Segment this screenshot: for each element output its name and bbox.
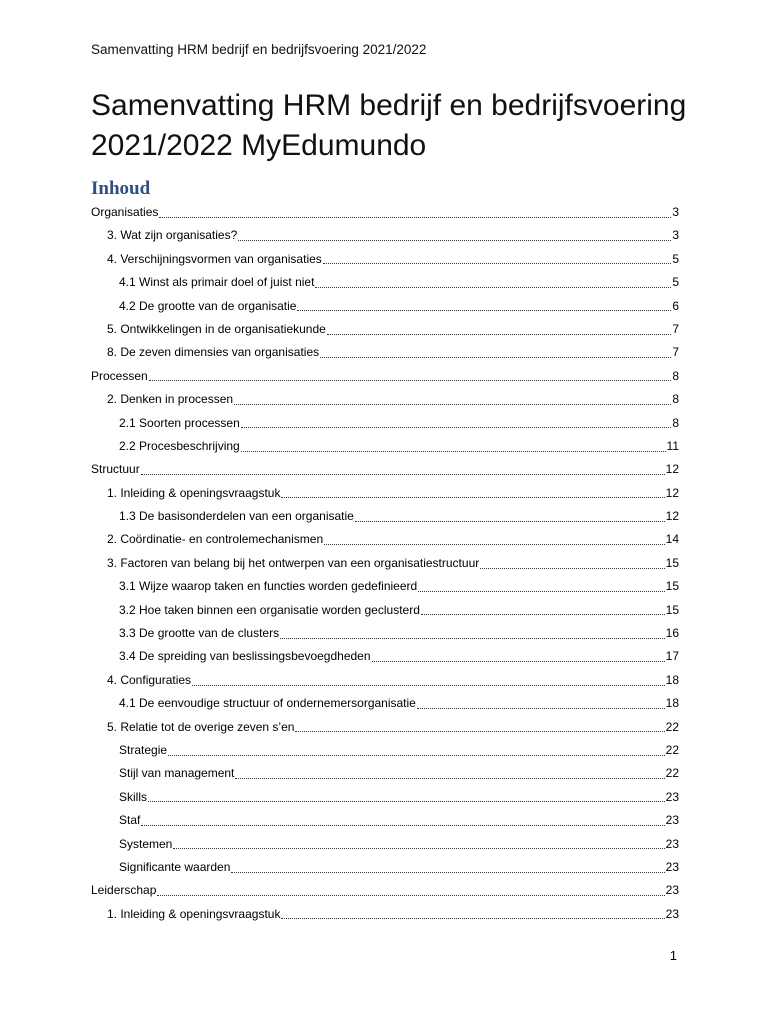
toc-leader-dots bbox=[235, 778, 664, 779]
toc-entry-page[interactable]: 22 bbox=[665, 719, 679, 734]
toc-heading: Inhoud bbox=[91, 178, 151, 199]
toc-entry-page[interactable]: 8 bbox=[672, 368, 679, 383]
toc-entry-title[interactable]: 2. Coördinatie- en controlemechanismen bbox=[107, 532, 324, 547]
toc-entry-title[interactable]: 3.1 Wijze waarop taken en functies worden gedefinieerd bbox=[119, 579, 418, 594]
toc-entry[interactable] bbox=[91, 458, 679, 481]
toc-entry-page[interactable]: 15 bbox=[665, 602, 679, 617]
toc-entry-title[interactable]: 4. Verschijningsvormen van organisaties bbox=[107, 251, 322, 266]
toc-entry-page[interactable]: 12 bbox=[665, 462, 679, 477]
toc-entry-title[interactable]: 4.2 De grootte van de organisatie bbox=[119, 298, 297, 313]
toc-leader-dots bbox=[173, 848, 664, 849]
toc-entry-page[interactable]: 18 bbox=[665, 696, 679, 711]
toc-entry-page[interactable]: 16 bbox=[665, 626, 679, 641]
toc-entry-title[interactable]: 4. Configuraties bbox=[107, 672, 192, 687]
toc-entry-page[interactable]: 3 bbox=[672, 205, 679, 219]
toc-entry[interactable] bbox=[91, 435, 679, 458]
toc-entry-title[interactable]: 2.1 Soorten processen bbox=[119, 415, 240, 430]
page-number: 1 bbox=[669, 948, 677, 963]
toc-entry-page[interactable]: 6 bbox=[672, 298, 679, 313]
toc-entry-title[interactable]: 5. Relatie tot de overige zeven s’en bbox=[107, 719, 295, 734]
toc-leader-dots bbox=[234, 404, 671, 405]
toc-leader-dots bbox=[323, 263, 672, 264]
toc-entry-title[interactable]: Processen bbox=[91, 368, 148, 383]
toc-entry-title[interactable]: 8. De zeven dimensies van organisaties bbox=[107, 345, 320, 360]
toc-entry-page[interactable]: 14 bbox=[665, 532, 679, 547]
toc-entry-title[interactable]: 2. Denken in processen bbox=[107, 392, 234, 407]
toc-entry-page[interactable]: 23 bbox=[665, 836, 679, 851]
toc-entry-page[interactable]: 23 bbox=[665, 859, 679, 874]
toc-entry-title[interactable]: Stijl van management bbox=[119, 766, 235, 781]
toc-leader-dots bbox=[159, 217, 671, 218]
toc-leader-dots bbox=[231, 872, 664, 873]
toc-entry[interactable] bbox=[91, 365, 679, 388]
toc-leader-dots bbox=[320, 357, 671, 358]
toc-leader-dots bbox=[421, 614, 665, 615]
toc-entry[interactable] bbox=[91, 318, 679, 341]
toc-entry[interactable] bbox=[91, 762, 679, 785]
toc-entry-title[interactable]: 3. Factoren van belang bij het ontwerpen van een organisatiestructuur bbox=[107, 555, 480, 570]
toc-entry-page[interactable]: 5 bbox=[672, 251, 679, 266]
toc-entry[interactable] bbox=[91, 575, 679, 598]
toc-entry[interactable] bbox=[91, 412, 679, 435]
toc-entry-title[interactable]: Systemen bbox=[119, 836, 173, 851]
toc-entry[interactable] bbox=[91, 856, 679, 879]
toc-entry-page[interactable]: 18 bbox=[665, 672, 679, 687]
toc-entry-page[interactable]: 15 bbox=[665, 555, 679, 570]
toc-leader-dots bbox=[480, 568, 664, 569]
toc-entry[interactable] bbox=[91, 248, 679, 271]
toc-leader-dots bbox=[280, 638, 665, 639]
toc-entry-page[interactable]: 17 bbox=[665, 649, 679, 664]
toc-leader-dots bbox=[157, 895, 664, 896]
toc-leader-dots bbox=[315, 287, 671, 288]
toc-entry[interactable] bbox=[91, 224, 679, 247]
toc-leader-dots bbox=[241, 427, 672, 428]
toc-entry-title[interactable]: 1. Inleiding & openingsvraagstuk bbox=[107, 485, 281, 500]
toc-leader-dots bbox=[372, 661, 665, 662]
toc-entry-title[interactable]: Strategie bbox=[119, 742, 168, 757]
toc-entry-title[interactable]: 4.1 Winst als primair doel of juist niet bbox=[119, 275, 315, 290]
toc-entry[interactable] bbox=[91, 388, 679, 411]
toc-leader-dots bbox=[168, 755, 665, 756]
toc-entry[interactable] bbox=[91, 786, 679, 809]
toc-leader-dots bbox=[327, 334, 672, 335]
toc-entry-page[interactable]: 7 bbox=[672, 345, 679, 360]
toc-entry-title[interactable]: Significante waarden bbox=[119, 859, 231, 874]
toc-entry-title[interactable]: Leiderschap bbox=[91, 883, 157, 898]
toc-leader-dots bbox=[297, 310, 671, 311]
toc-leader-dots bbox=[417, 708, 665, 709]
toc-leader-dots bbox=[295, 731, 664, 732]
toc-entry-title[interactable]: Organisaties bbox=[91, 205, 159, 219]
toc-entry-page[interactable]: 23 bbox=[665, 883, 679, 898]
toc-entry-page[interactable]: 22 bbox=[665, 742, 679, 757]
toc-entry-page[interactable]: 22 bbox=[665, 766, 679, 781]
toc-entry-page[interactable]: 12 bbox=[665, 509, 679, 524]
toc-entry-title[interactable]: 4.1 De eenvoudige structuur of ondernemersorganisatie bbox=[119, 696, 416, 711]
toc-entry-title[interactable]: 5. Ontwikkelingen in de organisatiekunde bbox=[107, 321, 326, 336]
toc-entry[interactable] bbox=[91, 622, 679, 645]
toc-entry[interactable] bbox=[91, 692, 679, 715]
toc-leader-dots bbox=[148, 801, 665, 802]
toc-entry-title[interactable]: 2.2 Procesbeschrijving bbox=[119, 438, 240, 453]
toc-entry-title[interactable]: 1.3 De basisonderdelen van een organisatie bbox=[119, 509, 354, 524]
toc-entry-page[interactable]: 3 bbox=[672, 228, 679, 243]
toc-entry[interactable] bbox=[91, 552, 679, 575]
toc-entry[interactable] bbox=[91, 295, 679, 318]
toc-entry[interactable] bbox=[91, 739, 679, 762]
toc-entry-page[interactable]: 23 bbox=[665, 906, 679, 921]
toc-leader-dots bbox=[281, 497, 664, 498]
toc-entry-page[interactable]: 7 bbox=[672, 321, 679, 336]
toc-leader-dots bbox=[281, 918, 664, 919]
toc-entry-page[interactable]: 8 bbox=[672, 392, 679, 407]
toc-entry[interactable] bbox=[91, 809, 679, 832]
toc-entry[interactable] bbox=[91, 716, 679, 739]
toc-leader-dots bbox=[238, 240, 671, 241]
toc-entry[interactable] bbox=[91, 482, 679, 505]
toc-entry[interactable] bbox=[91, 505, 679, 528]
toc-entry[interactable] bbox=[91, 833, 679, 856]
toc-entry-title[interactable]: 3.4 De spreiding van beslissingsbevoegdheden bbox=[119, 649, 371, 664]
toc-entry[interactable] bbox=[91, 669, 679, 692]
toc-entry-title[interactable]: 3.3 De grootte van de clusters bbox=[119, 626, 280, 641]
toc-entry-page[interactable]: 12 bbox=[665, 485, 679, 500]
toc-entry[interactable] bbox=[91, 528, 679, 551]
toc-leader-dots bbox=[192, 685, 665, 686]
toc-entry[interactable] bbox=[91, 879, 679, 902]
toc-entry[interactable] bbox=[91, 645, 679, 668]
toc-entry-page[interactable]: 23 bbox=[665, 789, 679, 804]
toc-entry[interactable] bbox=[91, 201, 679, 224]
toc-entry-title[interactable]: 3. Wat zijn organisaties? bbox=[107, 228, 238, 243]
toc-entry-title[interactable]: Skills bbox=[119, 789, 148, 804]
toc-entry[interactable] bbox=[91, 599, 679, 622]
toc-entry-page[interactable]: 15 bbox=[665, 579, 679, 594]
toc-leader-dots bbox=[418, 591, 664, 592]
toc-entry-page[interactable]: 8 bbox=[672, 415, 679, 430]
toc-leader-dots bbox=[324, 544, 665, 545]
toc-leader-dots bbox=[141, 474, 665, 475]
running-header: Samenvatting HRM bedrijf en bedrijfsvoering 2021/2022 bbox=[91, 42, 427, 57]
toc-entry-title[interactable]: 3.2 Hoe taken binnen een organisatie worden geclusterd bbox=[119, 602, 420, 617]
table-of-contents bbox=[91, 201, 679, 926]
toc-leader-dots bbox=[241, 451, 666, 452]
toc-entry[interactable] bbox=[91, 341, 679, 364]
toc-entry-page[interactable]: 23 bbox=[665, 813, 679, 828]
document-title: Samenvatting HRM bedrijf en bedrijfsvoering 2021/2022 MyEdumundo bbox=[91, 89, 687, 162]
toc-leader-dots bbox=[355, 521, 665, 522]
toc-leader-dots bbox=[141, 825, 664, 826]
toc-entry[interactable] bbox=[91, 903, 679, 926]
toc-leader-dots bbox=[149, 380, 672, 381]
toc-entry-title[interactable]: Structuur bbox=[91, 462, 140, 477]
toc-entry-title[interactable]: Staf bbox=[119, 813, 141, 828]
toc-entry[interactable] bbox=[91, 271, 679, 294]
toc-entry-page[interactable]: 5 bbox=[672, 275, 679, 290]
toc-entry-page[interactable]: 11 bbox=[666, 438, 679, 453]
toc-entry-title[interactable]: 1. Inleiding & openingsvraagstuk bbox=[107, 906, 281, 921]
